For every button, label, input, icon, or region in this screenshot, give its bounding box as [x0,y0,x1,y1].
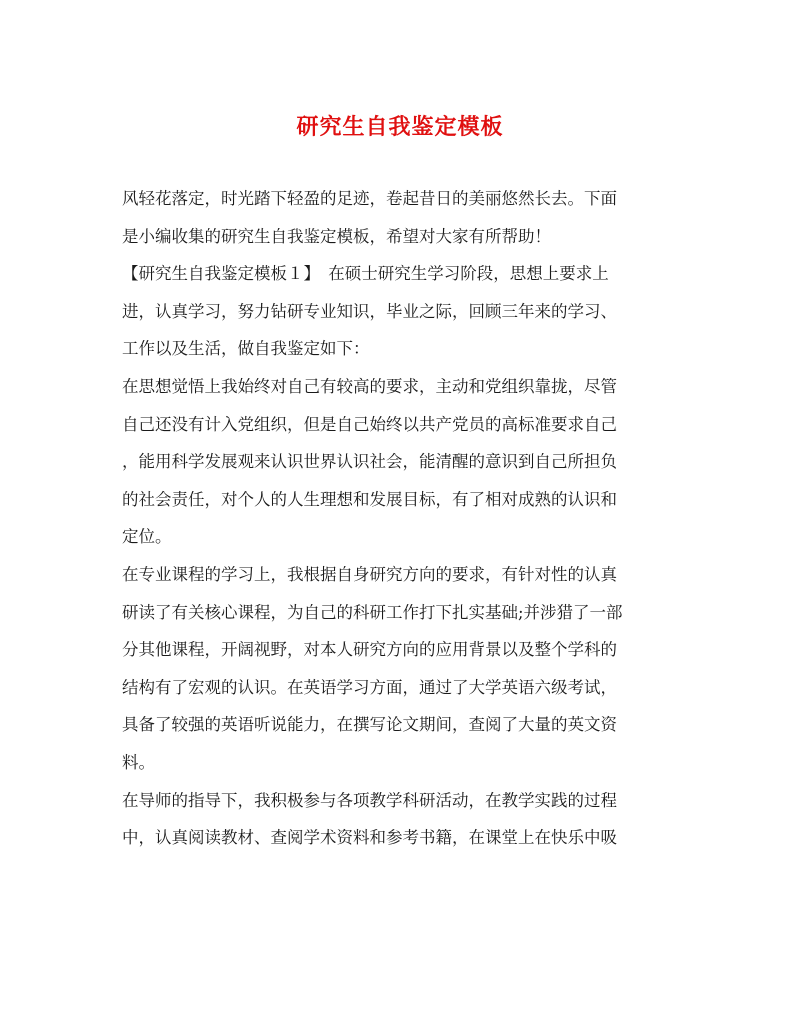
text-line: 风轻花落定，时光踏下轻盈的足迹，卷起昔日的美丽悠然长去。下面 [122,189,617,208]
text-line: 在思想觉悟上我始终对自己有较高的要求，主动和党组织靠拢，尽管 [122,376,617,396]
text-line: 料。 [122,752,155,772]
text-line: 具备了较强的英语听说能力，在撰写论文期间，查阅了大量的英文资 [122,715,617,735]
text-line: ，能用科学发展观来认识世界认识社会，能清醒的意识到自己所担负 [122,452,617,472]
text-line: 在专业课程的学习上，我根据自身研究方向的要求，有针对性的认真 [122,564,617,584]
text-line: 进，认真学习，努力钻研专业知识，毕业之际，回顾三年来的学习、 [122,301,617,321]
text-line: 工作以及生活，做自我鉴定如下： [122,339,370,359]
text-line: 自己还没有计入党组织，但是自己始终以共产党员的高标准要求自己 [122,414,617,434]
text-line: 是小编收集的研究生自我鉴定模板，希望对大家有所帮助！ [122,226,551,246]
text-line: 结构有了宏观的认识。在英语学习方面，通过了大学英语六级考试， [122,677,617,697]
text-line: 【研究生自我鉴定模板１】 在硕士研究生学习阶段，思想上要求上 [122,264,609,284]
text-line: 分其他课程，开阔视野，对本人研究方向的应用背景以及整个学科的 [122,640,617,660]
text-line: 中，认真阅读教材、查阅学术资料和参考书籍，在课堂上在快乐中吸 [122,828,617,848]
text-line: 定位。 [122,527,172,547]
document-title: 研究生自我鉴定模板 [296,114,504,140]
document-body [122,180,682,857]
text-line: 在导师的指导下，我积极参与各项教学科研活动，在教学实践的过程 [122,790,617,810]
text-line: 研读了有关核心课程，为自己的科研工作打下扎实基础;并涉猎了一部 [122,602,623,622]
text-line: 的社会责任，对个人的人生理想和发展目标，有了相对成熟的认识和 [122,489,617,509]
